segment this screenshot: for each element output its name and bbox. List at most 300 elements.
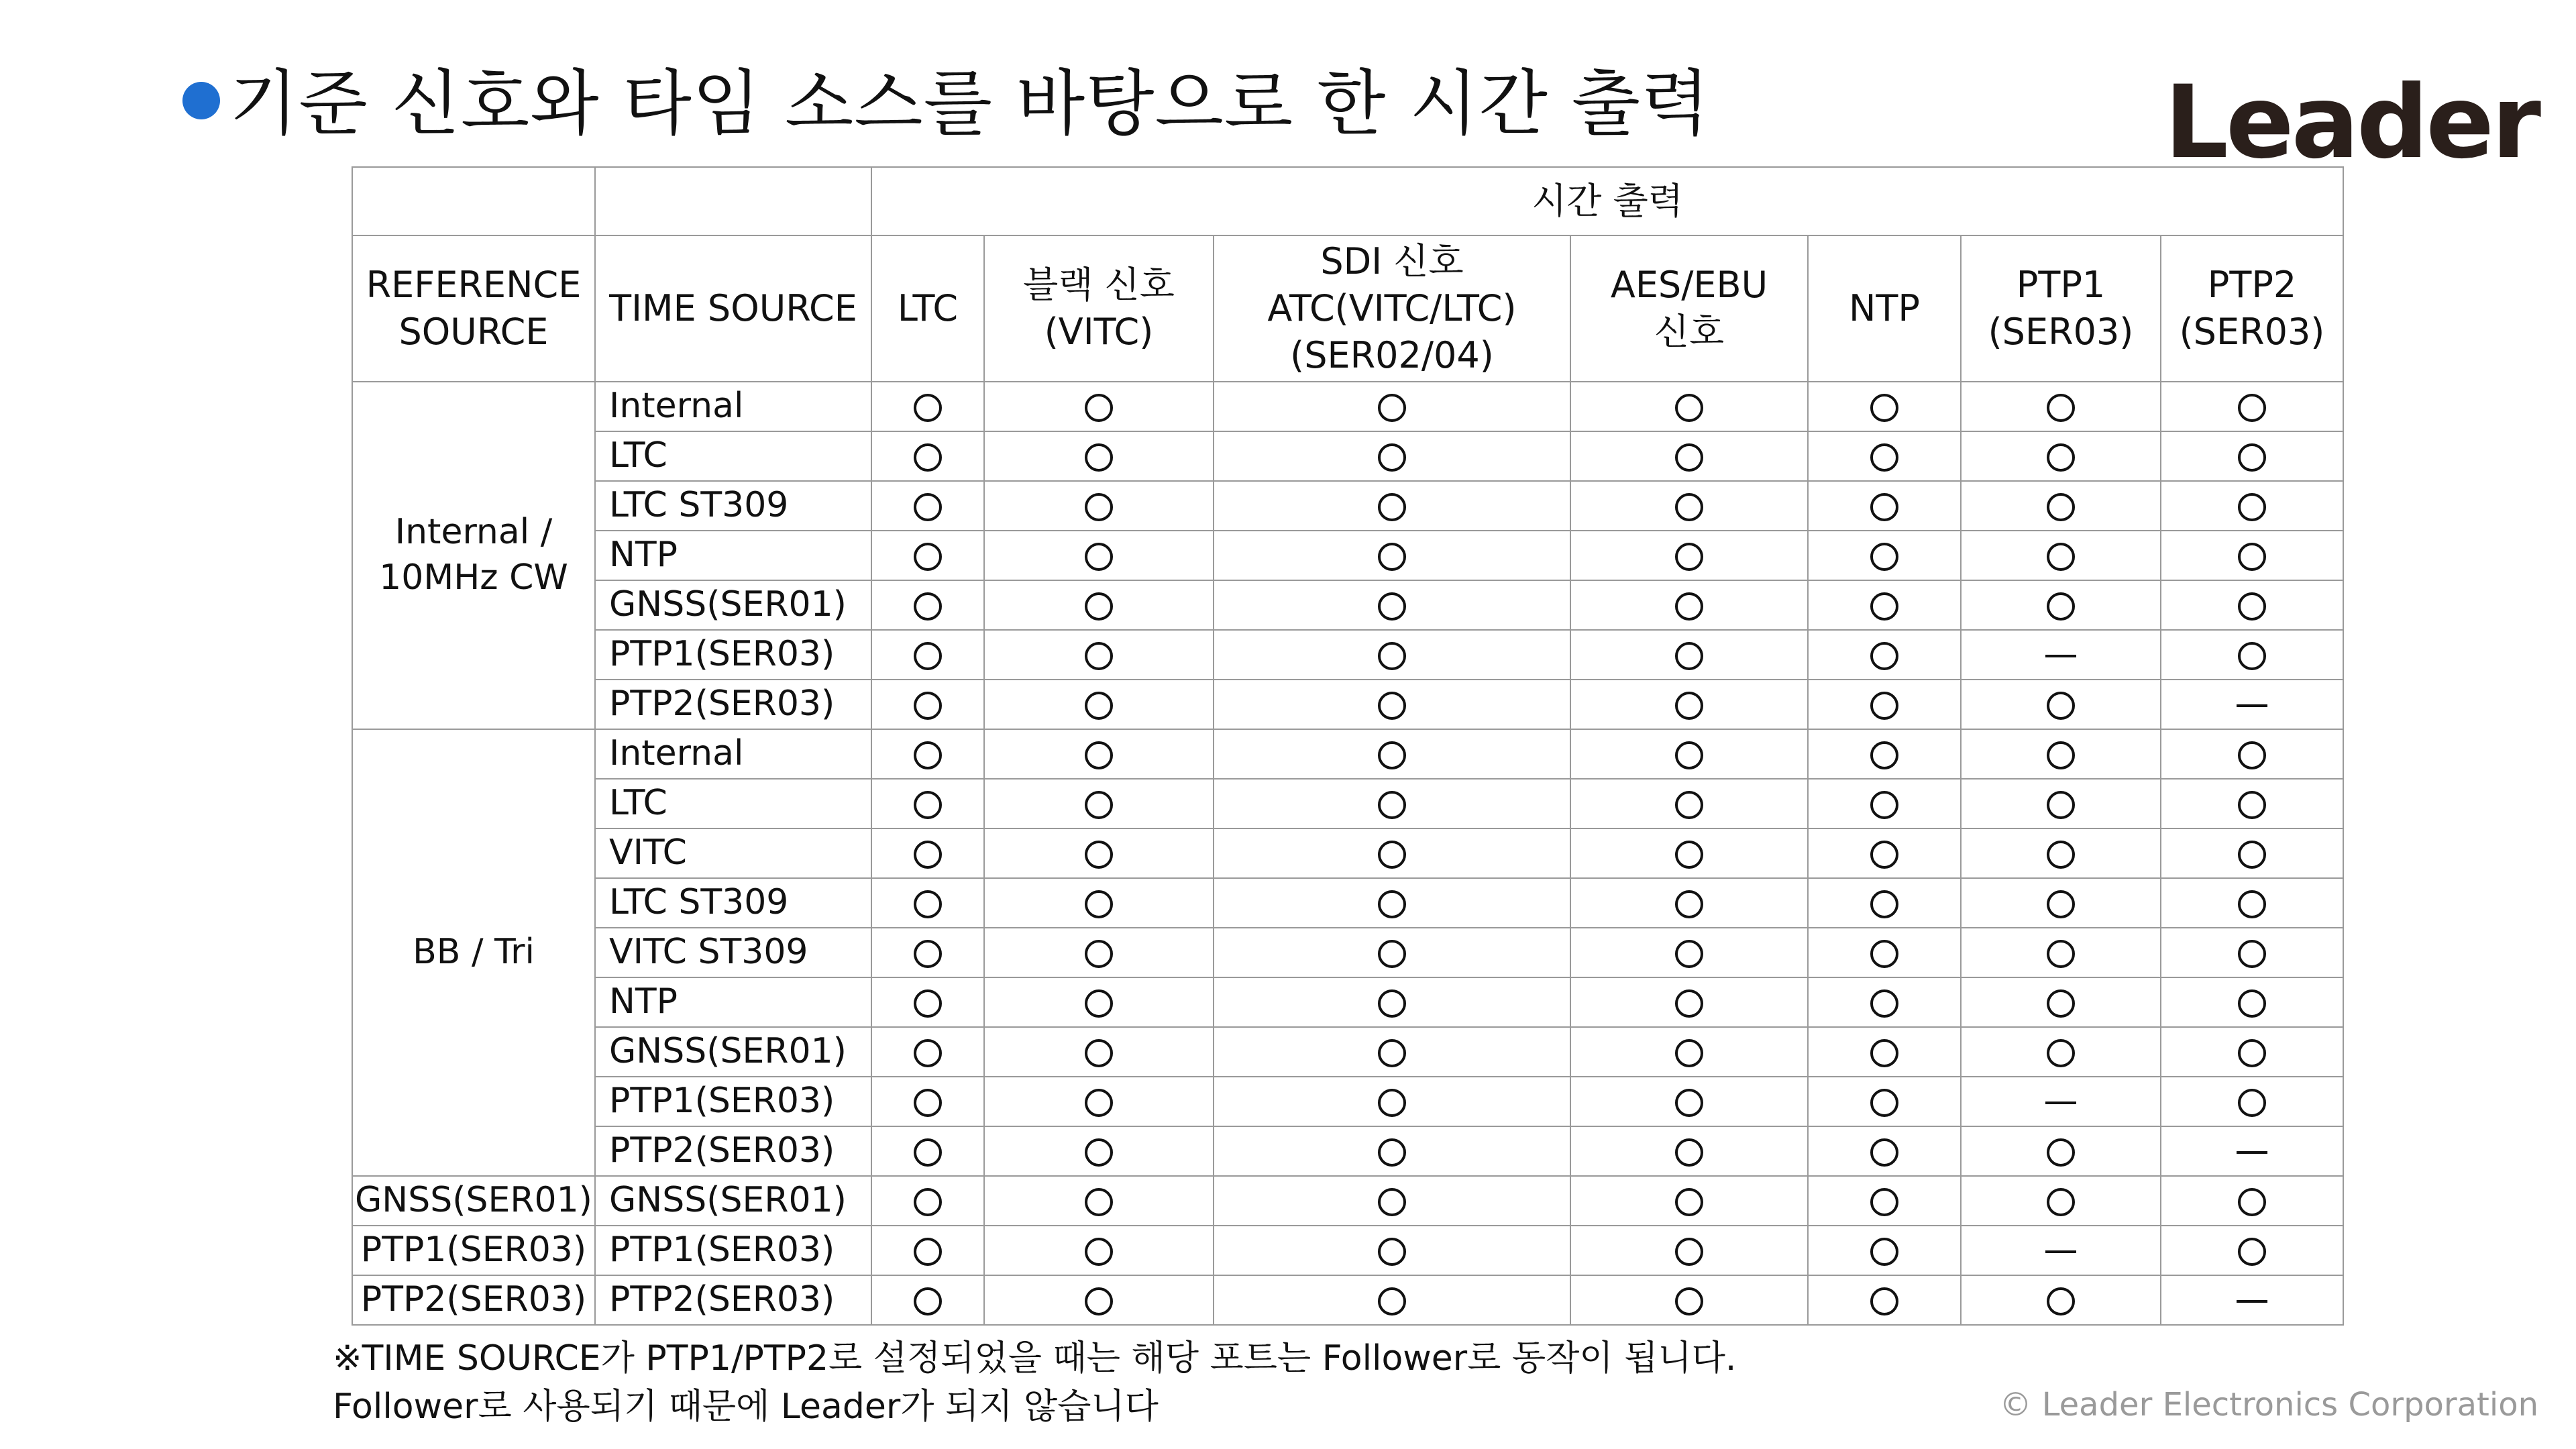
reference-source-cell [352, 1226, 595, 1275]
output-cell [1961, 481, 2161, 531]
circle-icon [1870, 1188, 1898, 1216]
time-source-cell: Internal [595, 729, 871, 779]
output-cell [1214, 1226, 1570, 1275]
output-cell [871, 729, 984, 779]
circle-icon [1870, 890, 1898, 918]
table-row [352, 531, 2343, 580]
time-source-cell: PTP1(SER03) [595, 630, 871, 680]
circle-icon [2047, 741, 2075, 769]
output-cell [1570, 729, 1808, 779]
dash-icon [2045, 655, 2076, 657]
output-cell [1961, 729, 2161, 779]
reference-source-cell [352, 729, 595, 1176]
circle-icon [1870, 493, 1898, 521]
circle-icon [1675, 1188, 1703, 1216]
circle-icon [2047, 543, 2075, 571]
footnote-line-1: ※TIME SOURCE가 PTP1/PTP2로 설정되었을 때는 해당 포트는 Follower로 동작이 됩니다. [333, 1338, 1737, 1379]
output-cell [2161, 729, 2343, 779]
table-row [352, 1226, 2343, 1275]
circle-icon [2238, 394, 2266, 422]
output-cell [871, 977, 984, 1027]
time-source-cell: VITC ST309 [595, 928, 871, 977]
circle-icon [1870, 592, 1898, 621]
circle-icon [914, 841, 942, 869]
table-row [352, 878, 2343, 928]
table-row [352, 1027, 2343, 1077]
table-row [352, 1126, 2343, 1176]
output-cell [1961, 531, 2161, 580]
output-cell [1961, 680, 2161, 729]
circle-icon [1675, 890, 1703, 918]
header-line: LTC [897, 286, 959, 329]
output-cell [2161, 779, 2343, 828]
output-cell [1570, 1275, 1808, 1325]
circle-icon [1675, 1039, 1703, 1067]
title-row [182, 47, 1710, 149]
circle-icon [914, 443, 942, 472]
circle-icon [2047, 890, 2075, 918]
circle-icon [1675, 741, 1703, 769]
output-cell [984, 580, 1214, 630]
bullet-icon [182, 82, 220, 119]
time-source-header: TIME SOURCE [595, 235, 871, 382]
circle-icon [1675, 989, 1703, 1018]
output-cell [2161, 1176, 2343, 1226]
time-source-cell: NTP [595, 531, 871, 580]
output-cell [1808, 630, 1961, 680]
table-row [352, 1176, 2343, 1226]
circle-icon [1085, 543, 1113, 571]
time-source-cell: GNSS(SER01) [595, 1027, 871, 1077]
circle-icon [914, 741, 942, 769]
output-cell [984, 1176, 1214, 1226]
output-cell [871, 928, 984, 977]
circle-icon [914, 989, 942, 1018]
circle-icon [1675, 642, 1703, 670]
output-cell [1808, 1027, 1961, 1077]
circle-icon [1675, 1138, 1703, 1167]
output-cell [1808, 382, 1961, 431]
leader-logo: Leader [2164, 64, 2538, 181]
circle-icon [1675, 543, 1703, 571]
header-line: NTP [1849, 286, 1920, 329]
output-cell [871, 382, 984, 431]
output-cell [1808, 680, 1961, 729]
output-cell [1961, 1027, 2161, 1077]
circle-icon [1870, 692, 1898, 720]
dash-icon [2237, 1300, 2267, 1303]
output-cell [871, 630, 984, 680]
output-cell [1214, 680, 1570, 729]
output-cell [871, 828, 984, 878]
output-cell [2161, 928, 2343, 977]
output-cell [1961, 1126, 2161, 1176]
header-line: SDI 신호 [1320, 239, 1464, 282]
output-cell [1214, 531, 1570, 580]
header-line: (SER02/04) [1290, 334, 1494, 377]
output-cell [1961, 828, 2161, 878]
output-column-header [984, 235, 1214, 382]
circle-icon [1378, 443, 1406, 472]
empty-header-cell [595, 167, 871, 235]
time-source-cell: LTC [595, 431, 871, 481]
time-source-cell: GNSS(SER01) [595, 580, 871, 630]
circle-icon [1378, 1039, 1406, 1067]
output-cell [984, 977, 1214, 1027]
time-output-table [352, 166, 2344, 1326]
circle-icon [2047, 841, 2075, 869]
time-output-group-header: 시간 출력 [871, 167, 2343, 235]
time-source-cell: NTP [595, 977, 871, 1027]
circle-icon [1870, 543, 1898, 571]
output-cell [871, 1226, 984, 1275]
circle-icon [2047, 1138, 2075, 1167]
circle-icon [914, 791, 942, 819]
dash-icon [2045, 1250, 2076, 1253]
output-column-header [1808, 235, 1961, 382]
circle-icon [2047, 692, 2075, 720]
output-cell [984, 431, 1214, 481]
circle-icon [1675, 940, 1703, 968]
output-cell [871, 779, 984, 828]
table-row [352, 580, 2343, 630]
circle-icon [914, 642, 942, 670]
circle-icon [2238, 890, 2266, 918]
output-cell [1214, 779, 1570, 828]
time-source-cell: PTP2(SER03) [595, 1126, 871, 1176]
output-cell [1808, 928, 1961, 977]
output-cell [1961, 1077, 2161, 1126]
dash-icon [2237, 704, 2267, 707]
reference-line: PTP1(SER03) [360, 1230, 587, 1271]
output-cell [1214, 630, 1570, 680]
reference-source-header [352, 235, 595, 382]
output-cell [1961, 1275, 2161, 1325]
dash-icon [2045, 1102, 2076, 1104]
circle-icon [2047, 1039, 2075, 1067]
output-cell [1214, 729, 1570, 779]
circle-icon [1378, 841, 1406, 869]
circle-icon [2238, 1188, 2266, 1216]
output-cell [1961, 1226, 2161, 1275]
circle-icon [1870, 791, 1898, 819]
output-cell [1961, 977, 2161, 1027]
table-row [352, 1275, 2343, 1325]
output-cell [1570, 828, 1808, 878]
circle-icon [1378, 890, 1406, 918]
output-cell [1808, 977, 1961, 1027]
output-cell [1570, 977, 1808, 1027]
time-source-cell: GNSS(SER01) [595, 1176, 871, 1226]
output-cell [1570, 630, 1808, 680]
output-cell [984, 729, 1214, 779]
circle-icon [1085, 841, 1113, 869]
output-cell [984, 1275, 1214, 1325]
circle-icon [1870, 940, 1898, 968]
output-cell [2161, 531, 2343, 580]
output-cell [984, 382, 1214, 431]
circle-icon [1085, 493, 1113, 521]
circle-icon [1378, 543, 1406, 571]
circle-icon [1378, 592, 1406, 621]
circle-icon [1870, 1089, 1898, 1117]
output-cell [984, 1077, 1214, 1126]
time-source-cell: LTC ST309 [595, 878, 871, 928]
output-cell [2161, 630, 2343, 680]
header-line: (SER03) [1988, 311, 2134, 353]
output-cell [1570, 779, 1808, 828]
output-cell [1961, 928, 2161, 977]
circle-icon [2047, 989, 2075, 1018]
circle-icon [1085, 1138, 1113, 1167]
output-cell [1961, 382, 2161, 431]
header-line: ATC(VITC/LTC) [1267, 286, 1517, 329]
table-row [352, 928, 2343, 977]
page-title: 기준 신호와 타임 소스를 바탕으로 한 시간 출력 [229, 62, 1711, 145]
circle-icon [1085, 642, 1113, 670]
output-cell [1214, 1027, 1570, 1077]
circle-icon [1085, 1039, 1113, 1067]
circle-icon [1378, 741, 1406, 769]
output-cell [1214, 481, 1570, 531]
table-row [352, 481, 2343, 531]
circle-icon [914, 493, 942, 521]
header-line: 블랙 신호 [1023, 263, 1175, 306]
table-row [352, 977, 2343, 1027]
output-cell [871, 431, 984, 481]
output-cell [1808, 828, 1961, 878]
output-cell [1961, 630, 2161, 680]
output-cell [1961, 431, 2161, 481]
circle-icon [1085, 394, 1113, 422]
circle-icon [914, 940, 942, 968]
output-cell [1570, 481, 1808, 531]
output-cell [871, 481, 984, 531]
circle-icon [914, 890, 942, 918]
circle-icon [1675, 394, 1703, 422]
circle-icon [1085, 940, 1113, 968]
header-line: PTP1 [2016, 263, 2106, 306]
circle-icon [1870, 394, 1898, 422]
circle-icon [1378, 989, 1406, 1018]
output-cell [1570, 531, 1808, 580]
output-cell [1808, 1226, 1961, 1275]
time-source-cell: LTC ST309 [595, 481, 871, 531]
circle-icon [1085, 741, 1113, 769]
output-cell [1570, 878, 1808, 928]
circle-icon [914, 1039, 942, 1067]
reference-line: PTP2(SER03) [360, 1279, 587, 1320]
output-cell [984, 779, 1214, 828]
circle-icon [2047, 791, 2075, 819]
output-column-header [1961, 235, 2161, 382]
circle-icon [2238, 443, 2266, 472]
output-cell [1570, 1126, 1808, 1176]
circle-icon [2238, 940, 2266, 968]
output-cell [984, 878, 1214, 928]
output-cell [871, 680, 984, 729]
output-cell [1570, 1226, 1808, 1275]
output-cell [1808, 1126, 1961, 1176]
output-cell [1570, 1176, 1808, 1226]
circle-icon [1378, 394, 1406, 422]
reference-line: 10MHz CW [379, 557, 568, 598]
circle-icon [1378, 1287, 1406, 1316]
circle-icon [1675, 443, 1703, 472]
circle-icon [2238, 791, 2266, 819]
table-row [352, 630, 2343, 680]
output-cell [1961, 878, 2161, 928]
output-cell [871, 1126, 984, 1176]
output-cell [1961, 1176, 2161, 1226]
reference-source-cell [352, 1176, 595, 1226]
circle-icon [1870, 1039, 1898, 1067]
circle-icon [1675, 1238, 1703, 1266]
column-header-row [352, 235, 2343, 382]
output-cell [2161, 977, 2343, 1027]
output-cell [984, 680, 1214, 729]
output-cell [1570, 680, 1808, 729]
output-cell [1961, 580, 2161, 630]
output-cell [984, 481, 1214, 531]
circle-icon [1870, 1287, 1898, 1316]
circle-icon [914, 543, 942, 571]
output-cell [984, 1126, 1214, 1176]
header-line: SOURCE [398, 311, 549, 353]
output-cell [1570, 1077, 1808, 1126]
header-line: AES/EBU [1610, 263, 1768, 306]
time-source-cell: LTC [595, 779, 871, 828]
reference-source-cell [352, 382, 595, 729]
output-column-header [1214, 235, 1570, 382]
output-cell [871, 1176, 984, 1226]
footnote-line-2: Follower로 사용되기 때문에 Leader가 되지 않습니다 [333, 1387, 1159, 1427]
output-column-header [2161, 235, 2343, 382]
circle-icon [1378, 1238, 1406, 1266]
output-cell [871, 531, 984, 580]
output-cell [1808, 878, 1961, 928]
output-cell [1214, 878, 1570, 928]
output-cell [1214, 431, 1570, 481]
circle-icon [1378, 1089, 1406, 1117]
table-row [352, 382, 2343, 431]
output-cell [2161, 481, 2343, 531]
circle-icon [1675, 841, 1703, 869]
output-cell [1570, 382, 1808, 431]
output-cell [2161, 431, 2343, 481]
circle-icon [1870, 642, 1898, 670]
output-cell [1214, 580, 1570, 630]
dash-icon [2237, 1151, 2267, 1154]
output-cell [2161, 1027, 2343, 1077]
header-line: (SER03) [2179, 311, 2325, 353]
output-cell [984, 531, 1214, 580]
circle-icon [1085, 1089, 1113, 1117]
output-cell [984, 1027, 1214, 1077]
output-cell [1214, 1176, 1570, 1226]
output-cell [984, 1226, 1214, 1275]
circle-icon [1085, 592, 1113, 621]
circle-icon [1085, 692, 1113, 720]
reference-line: BB / Tri [413, 932, 535, 973]
circle-icon [1085, 1188, 1113, 1216]
circle-icon [1085, 791, 1113, 819]
circle-icon [2047, 443, 2075, 472]
circle-icon [1675, 592, 1703, 621]
circle-icon [2238, 543, 2266, 571]
reference-line: GNSS(SER01) [355, 1180, 592, 1221]
circle-icon [1085, 1238, 1113, 1266]
output-cell [1961, 779, 2161, 828]
header-line: PTP2 [2207, 263, 2297, 306]
reference-source-cell [352, 1275, 595, 1325]
table-row [352, 680, 2343, 729]
circle-icon [2047, 493, 2075, 521]
circle-icon [1378, 493, 1406, 521]
output-cell [2161, 1126, 2343, 1176]
output-cell [1808, 431, 1961, 481]
output-cell [1570, 431, 1808, 481]
output-cell [871, 1077, 984, 1126]
circle-icon [2238, 989, 2266, 1018]
header-line: REFERENCE [366, 263, 582, 306]
empty-header-cell [352, 167, 595, 235]
circle-icon [1870, 989, 1898, 1018]
output-cell [2161, 1275, 2343, 1325]
circle-icon [914, 1188, 942, 1216]
output-cell [1570, 580, 1808, 630]
output-cell [2161, 1077, 2343, 1126]
circle-icon [914, 692, 942, 720]
circle-icon [1675, 1089, 1703, 1117]
output-cell [1214, 1275, 1570, 1325]
output-cell [1808, 1077, 1961, 1126]
output-cell [1808, 1275, 1961, 1325]
circle-icon [2238, 642, 2266, 670]
circle-icon [1675, 692, 1703, 720]
output-cell [871, 878, 984, 928]
circle-icon [2238, 1238, 2266, 1266]
output-cell [1570, 1027, 1808, 1077]
table-row [352, 779, 2343, 828]
output-cell [2161, 878, 2343, 928]
circle-icon [2238, 592, 2266, 621]
circle-icon [914, 1138, 942, 1167]
output-cell [1808, 580, 1961, 630]
output-cell [2161, 680, 2343, 729]
table-row [352, 729, 2343, 779]
time-source-cell: Internal [595, 382, 871, 431]
circle-icon [1870, 1238, 1898, 1266]
output-cell [2161, 580, 2343, 630]
output-cell [871, 1027, 984, 1077]
circle-icon [1085, 989, 1113, 1018]
output-cell [1808, 729, 1961, 779]
output-cell [2161, 1226, 2343, 1275]
table-body [352, 382, 2343, 1325]
time-source-cell: PTP1(SER03) [595, 1226, 871, 1275]
output-cell [1808, 1176, 1961, 1226]
output-cell [871, 1275, 984, 1325]
circle-icon [1870, 1138, 1898, 1167]
time-source-cell: PTP2(SER03) [595, 1275, 871, 1325]
time-output-table-wrapper [352, 166, 2344, 1326]
output-cell [1214, 828, 1570, 878]
time-source-cell: PTP2(SER03) [595, 680, 871, 729]
circle-icon [914, 1089, 942, 1117]
circle-icon [914, 1238, 942, 1266]
circle-icon [2238, 493, 2266, 521]
